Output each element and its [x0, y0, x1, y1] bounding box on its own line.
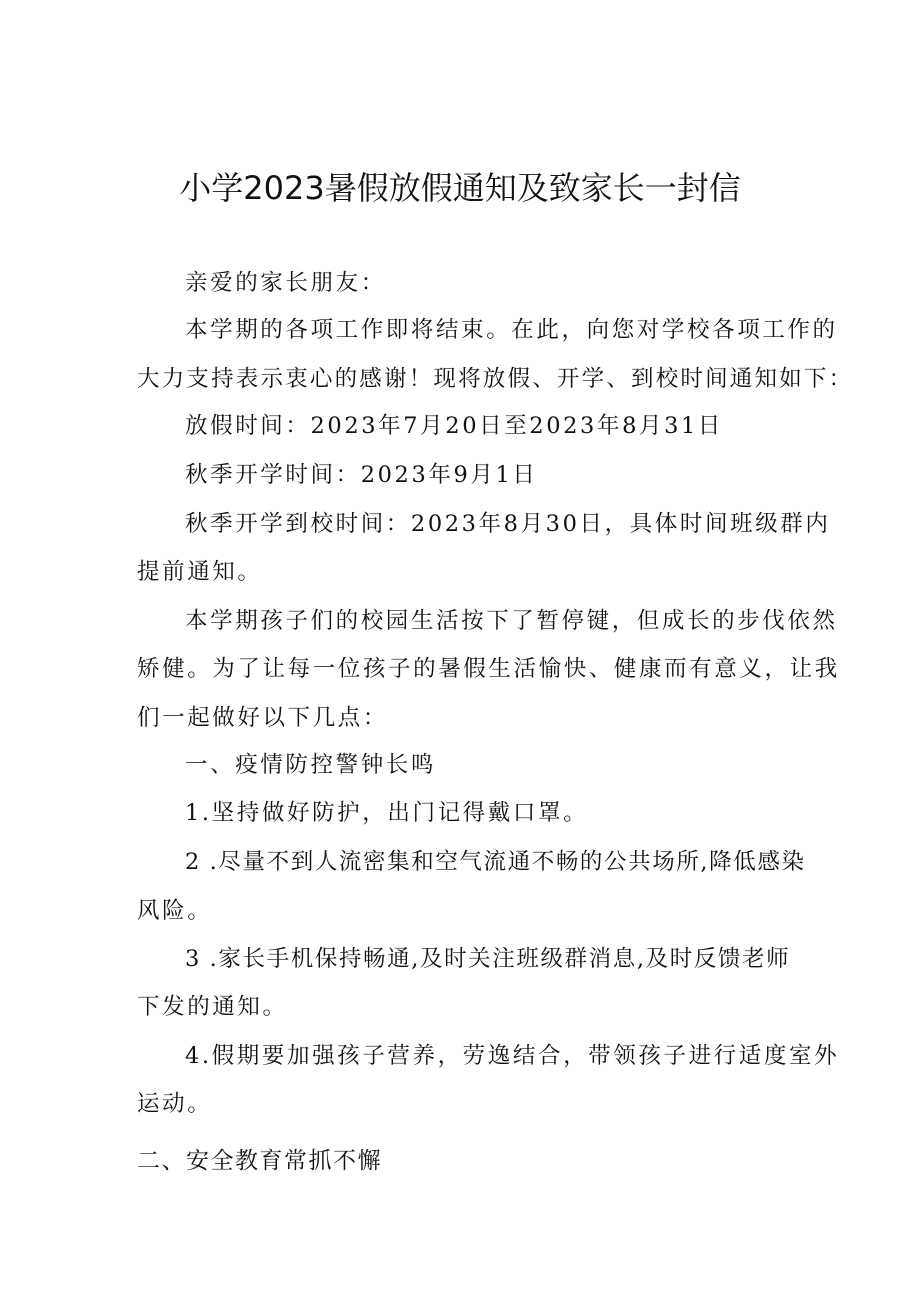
autumn-start-time: 秋季开学时间：2023年9月1日: [185, 462, 538, 488]
section1-heading: 一、疫情防控警钟长鸣: [185, 752, 437, 778]
arrival-line-1: 秋季开学到校时间：2023年8月30日，具体时间班级群内: [185, 511, 831, 537]
item-4-line-1: 4.假期要加强孩子营养，劳逸结合，带领孩子进行适度室外: [185, 1043, 840, 1069]
document-title: 小学2023暑假放假通知及致家长一封信: [179, 169, 741, 207]
greeting: 亲爱的家长朋友：: [185, 270, 386, 296]
item-1: 1.坚持做好防护，出门记得戴口罩。: [185, 800, 589, 826]
para2-line-1: 本学期孩子们的校园生活按下了暂停键，但成长的步伐依然: [185, 608, 838, 634]
item-2-line-1: 2 .尽量不到人流密集和空气流通不畅的公共场所,降低感染: [185, 849, 806, 875]
item-3-line-1: 3 .家长手机保持畅通,及时关注班级群消息,及时反馈老师: [185, 946, 791, 972]
section2-heading: 二、安全教育常抓不懈: [137, 1148, 382, 1174]
intro-line-1: 本学期的各项工作即将结束。在此，向您对学校各项工作的: [185, 317, 838, 343]
item-3-line-2: 下发的通知。: [137, 994, 288, 1020]
item-4-line-2: 运动。: [137, 1091, 213, 1117]
intro-line-2: 大力支持表示衷心的感谢！现将放假、开学、到校时间通知如下：: [137, 366, 854, 392]
para2-line-2: 矫健。为了让每一位孩子的暑假生活愉快、健康而有意义，让我: [137, 656, 840, 682]
item-2-line-2: 风险。: [137, 898, 213, 924]
para2-line-3: 们一起做好以下几点：: [137, 705, 389, 731]
holiday-time: 放假时间：2023年7月20日至2023年8月31日: [185, 413, 724, 439]
arrival-line-2: 提前通知。: [137, 559, 263, 585]
